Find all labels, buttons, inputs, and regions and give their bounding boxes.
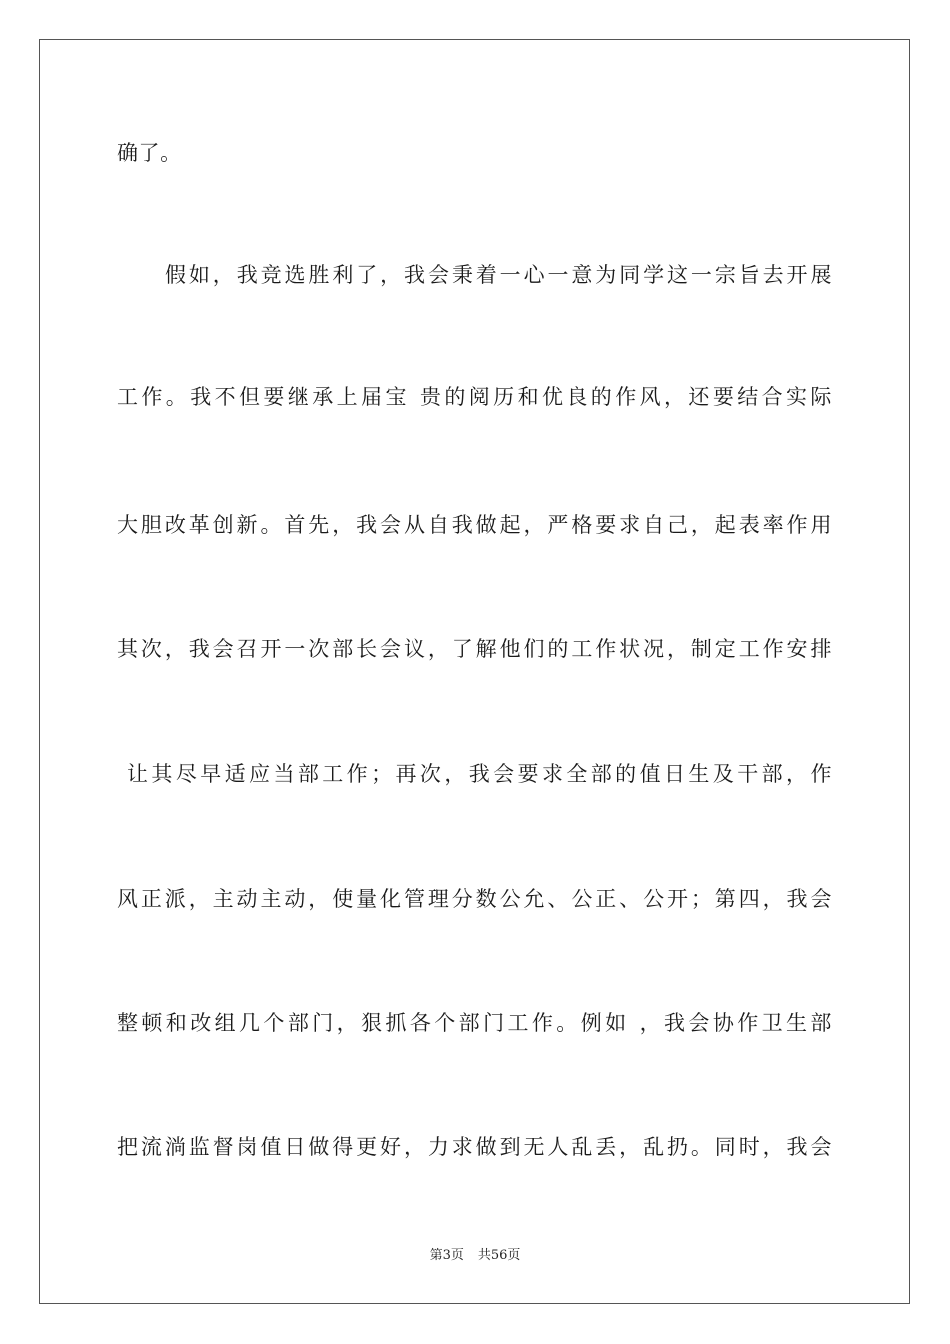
text-line-6: 让其尽早适应当部工作；再次，我会要求全部的值日生及干部，作 [127, 762, 832, 786]
text-line-7: 风正派，主动主动，使量化管理分数公允、公正、公开；第四，我会 [117, 887, 832, 911]
text-line-2: 假如，我竞选胜利了，我会秉着一心一意为同学这一宗旨去开展 [165, 263, 832, 287]
text-line-4: 大胆改革创新。首先，我会从自我做起，严格要求自己，起表率作用 [117, 513, 832, 537]
page-border [39, 39, 910, 1304]
page-total: 共56页 [477, 1248, 521, 1263]
page-footer [0, 1247, 950, 1265]
text-line-3: 工作。我不但要继承上届宝 贵的阅历和优良的作风，还要结合实际 [117, 385, 832, 409]
text-line-1: 确了。 [117, 141, 182, 165]
page-number: 第3页 [429, 1248, 464, 1263]
text-line-5: 其次，我会召开一次部长会议，了解他们的工作状况，制定工作安排 [117, 637, 832, 661]
text-line-9: 把流淌监督岗值日做得更好，力求做到无人乱丢，乱扔。同时，我会 [117, 1135, 832, 1159]
text-line-8: 整顿和改组几个部门，狠抓各个部门工作。例如 ，我会协作卫生部 [117, 1011, 832, 1035]
